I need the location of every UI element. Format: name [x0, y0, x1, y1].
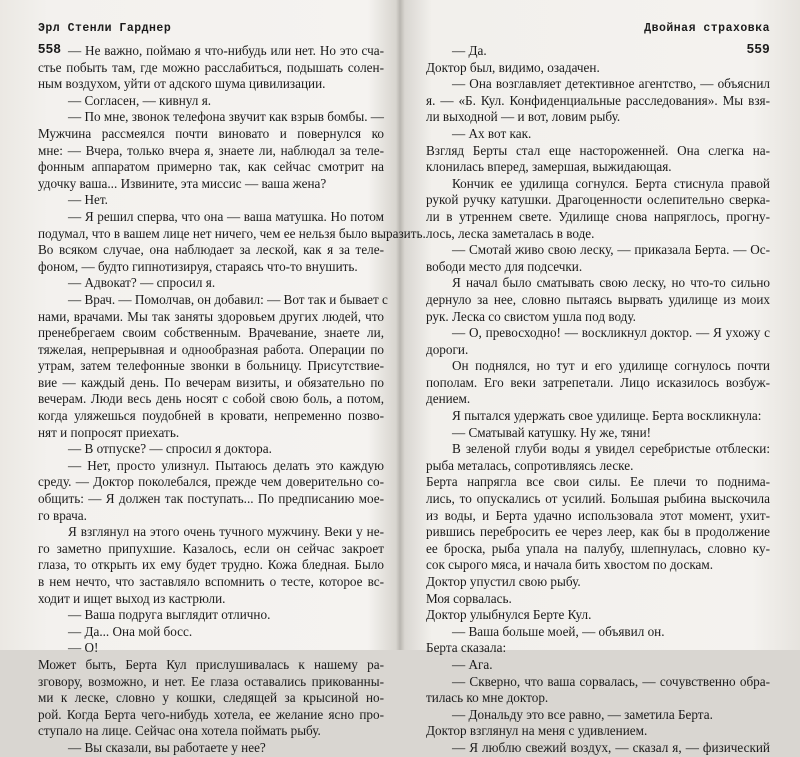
- text-line: рой. Когда Берта чего-нибудь хотела, ее желание ясно про-: [38, 706, 384, 722]
- text-line: фонным аппаратом примерно так, как сейчас смотрит на: [38, 159, 384, 175]
- text-line: Я начал было сматывать свою леску, но что-то сильно: [452, 275, 770, 291]
- text-line: вободи место для подсечки.: [426, 258, 583, 274]
- text-line: рыба металась, сопротивляясь леске.: [426, 457, 634, 473]
- text-line: Взгляд Берты стал еще настороженней. Она слегка на-: [426, 142, 770, 158]
- text-line: ным воздухом, уйти от адского шума цивилизации.: [38, 76, 326, 92]
- page-body-text: [38, 43, 426, 757]
- text-line: зговору, возможно, и нет. Ее глаза оставались прикованны-: [38, 673, 384, 689]
- text-line: Во всяком случае, она наблюдает за леской, как я за телe-: [38, 242, 384, 258]
- text-line: сок сырого мяса, и начала бить хвостом по доскам.: [426, 557, 714, 573]
- text-line: утрам, затем телефонные звонки в больницу. Присутствие-: [38, 358, 384, 374]
- text-line: ее броска, рыба упала на палубу, шлепнулась, словно ку-: [426, 540, 770, 556]
- text-line: фоном, — будто гипнотизируя, стараясь что-то внушить.: [38, 258, 358, 274]
- text-line: из воды, и Берта удачно использовала этот момент, ухит-: [426, 507, 770, 523]
- text-line: вие — каждый день. По вечерам визиты, и обязательно по: [38, 374, 384, 390]
- page-body-text: [426, 43, 770, 757]
- text-line: — Смотай живо свою леску, — приказала Берта. — Ос-: [452, 242, 770, 258]
- text-line: — Ваша больше моей, — объявил он.: [452, 623, 665, 639]
- text-line: — Нет, просто улизнул. Пытаюсь делать это каждую: [68, 457, 384, 473]
- text-line: — В отпуске? — спросил я доктора.: [68, 441, 272, 457]
- text-line: мне: — Вчера, только вчера я, знаете ли, наблюдал за телe-: [38, 142, 384, 158]
- text-line: Доктор был, видимо, озадачен.: [426, 59, 600, 75]
- text-line: — Врач. — Помолчав, он добавил: — Вот так и бывает с: [68, 291, 388, 307]
- text-line: — Вы сказали, вы работаете у нее?: [68, 739, 266, 755]
- text-line: среду. — Доктор поколебался, прежде чем доверительно со-: [38, 474, 384, 490]
- text-line: — Нет.: [68, 192, 108, 208]
- text-line: лось, леска заметалась в воде.: [426, 225, 595, 241]
- running-head-title: Двойная страховка: [644, 22, 770, 35]
- text-line: когда уляжешься поудобней в кровати, непременно позво-: [38, 408, 384, 424]
- text-line: Мужчина рассмеялся почти виновато и повернулся ко: [38, 125, 384, 141]
- text-line: пополам. Его веки затрепетали. Лицо исказилось возбуж-: [426, 374, 770, 390]
- text-line: — Ага.: [452, 656, 493, 672]
- text-line: — Сматывай катушку. Ну же, тяни!: [452, 424, 652, 440]
- text-line: удочку ваша... Извините, эта миссис — ваша жена?: [38, 175, 327, 191]
- text-line: — О, превосходно! — воскликнул доктор. — Я ухожу с: [452, 325, 770, 341]
- text-line: ходит и ищет выход из кастрюли.: [38, 590, 226, 606]
- text-line: Моя сорвалась.: [426, 590, 512, 606]
- text-line: стье побыть там, где можно расслабиться, подышать солен-: [38, 59, 384, 75]
- right-page: [404, 0, 800, 755]
- text-line: глаза, то открыть их ему будет трудно. Кожа бледная. Было: [38, 557, 384, 573]
- text-line: — Скверно, что ваша сорвалась, — сочувственно обра-: [452, 673, 770, 689]
- text-line: ми к леске, словно у кошки, следящей за крысиной но-: [38, 690, 384, 706]
- text-line: Доктор упустил свою рыбу.: [426, 574, 581, 589]
- text-line: ступало на лице. Сейчас она хотела поймать рыбу.: [38, 723, 321, 739]
- text-line: — Я решил сперва, что она — ваша матушка. Но потом: [68, 208, 384, 224]
- text-line: в нем нечто, что заставляло вспомнить о тесте, которое вс-: [38, 574, 384, 589]
- text-line: Доктор улыбнулся Берте Кул.: [426, 607, 592, 623]
- text-line: Может быть, Берта Кул прислушивалась к нашему ра-: [38, 656, 384, 672]
- text-line: Берта сказала:: [426, 640, 507, 656]
- text-line: Кончик ее удилища согнулся. Берта стиснула правой: [452, 175, 770, 191]
- text-line: подумал, что в вашем лице нет ничего, чем ее нельзя было выразить.: [38, 225, 426, 241]
- text-line: — Согласен, — кивнул я.: [68, 92, 212, 108]
- text-line: вечерам. Люди весь день носят с собой свою боль, а потом,: [38, 391, 384, 407]
- text-line: Доктор взглянул на меня с удивлением.: [426, 723, 648, 739]
- text-line: общить: — Я должен так поступать... По предписанию мое-: [38, 491, 384, 507]
- text-line: — О!: [68, 640, 99, 656]
- text-line: — Я люблю свежий воздух, — сказал я, — физический: [452, 739, 770, 755]
- text-line: го заметно припухшие. Казалось, если он сейчас закроет: [38, 540, 384, 556]
- text-line: — Ваша подруга выглядит отлично.: [68, 607, 271, 623]
- text-line: — Адвокат? — спросил я.: [68, 275, 216, 291]
- text-line: — Ах вот как.: [452, 125, 532, 141]
- text-line: нят и попросят приехать.: [38, 424, 180, 440]
- text-line: лись, то опускались от усилий. Большая рыбина выскочила: [426, 491, 770, 507]
- text-line: Берта напрягла все свои силы. Ее плечи то поднима-: [426, 474, 770, 490]
- text-line: — Она возглавляет детективное агентство, — объяснил: [452, 76, 770, 92]
- text-line: — По мне, звонок телефона звучит как взрыв бомбы. —: [68, 109, 384, 125]
- text-line: дением.: [426, 391, 471, 407]
- text-line: рук. Леска со свистом ушла под воду.: [426, 308, 636, 324]
- text-line: рившись перебросить ее через леер, как бы в продолжение: [426, 524, 770, 540]
- text-line: Я взглянул на этого очень тучного мужчину. Веки у не-: [68, 524, 384, 540]
- text-line: го врача.: [38, 507, 87, 523]
- text-line: — Дональду это все равно, — заметила Берта.: [452, 706, 713, 722]
- text-line: ли в утреннем свете. Удилище снова напряглось, прогну-: [426, 208, 770, 224]
- text-line: я. — «Б. Кул. Конфиденциальные расследования». Мы взя-: [426, 92, 770, 108]
- text-line: Я пытался удержать свое удилище. Берта воскликнула:: [452, 408, 762, 424]
- text-line: В зеленой глуби воды я увидел серебристые отблески:: [452, 441, 770, 457]
- text-line: — Не важно, поймаю я что-нибудь или нет. Но это сча-: [68, 43, 384, 58]
- text-line: дернуло за нее, словно пытаясь вырвать удилище из моих: [426, 291, 770, 307]
- page-number: 558: [38, 41, 62, 56]
- text-line: рукой ручку катушки. Драгоценности ослепительно сверка-: [426, 192, 770, 208]
- running-head-author: Эрл Стенли Гарднер: [38, 22, 172, 35]
- text-line: ли выходной — и вот, ловим рыбу.: [426, 109, 621, 125]
- text-line: пренебрегаем своим собственным. Врачевание, знаете ли,: [38, 325, 384, 341]
- text-line: — Да.: [452, 43, 487, 58]
- text-line: дороги.: [426, 341, 469, 357]
- text-line: Он поднялся, но тут и его удилище согнулось почти: [452, 358, 770, 374]
- text-line: нами, врачами. Мы так заняты здоровьем других людей, что: [38, 308, 384, 324]
- page-number: 559: [746, 41, 770, 56]
- text-line: клонилась вперед, замершая, выжидающая.: [426, 159, 672, 175]
- text-line: тяжелая, непрерывная и однообразная работа. Операции по: [38, 341, 384, 357]
- text-line: — Да... Она мой босс.: [68, 623, 193, 639]
- text-line: тилась ко мне доктор.: [426, 690, 549, 706]
